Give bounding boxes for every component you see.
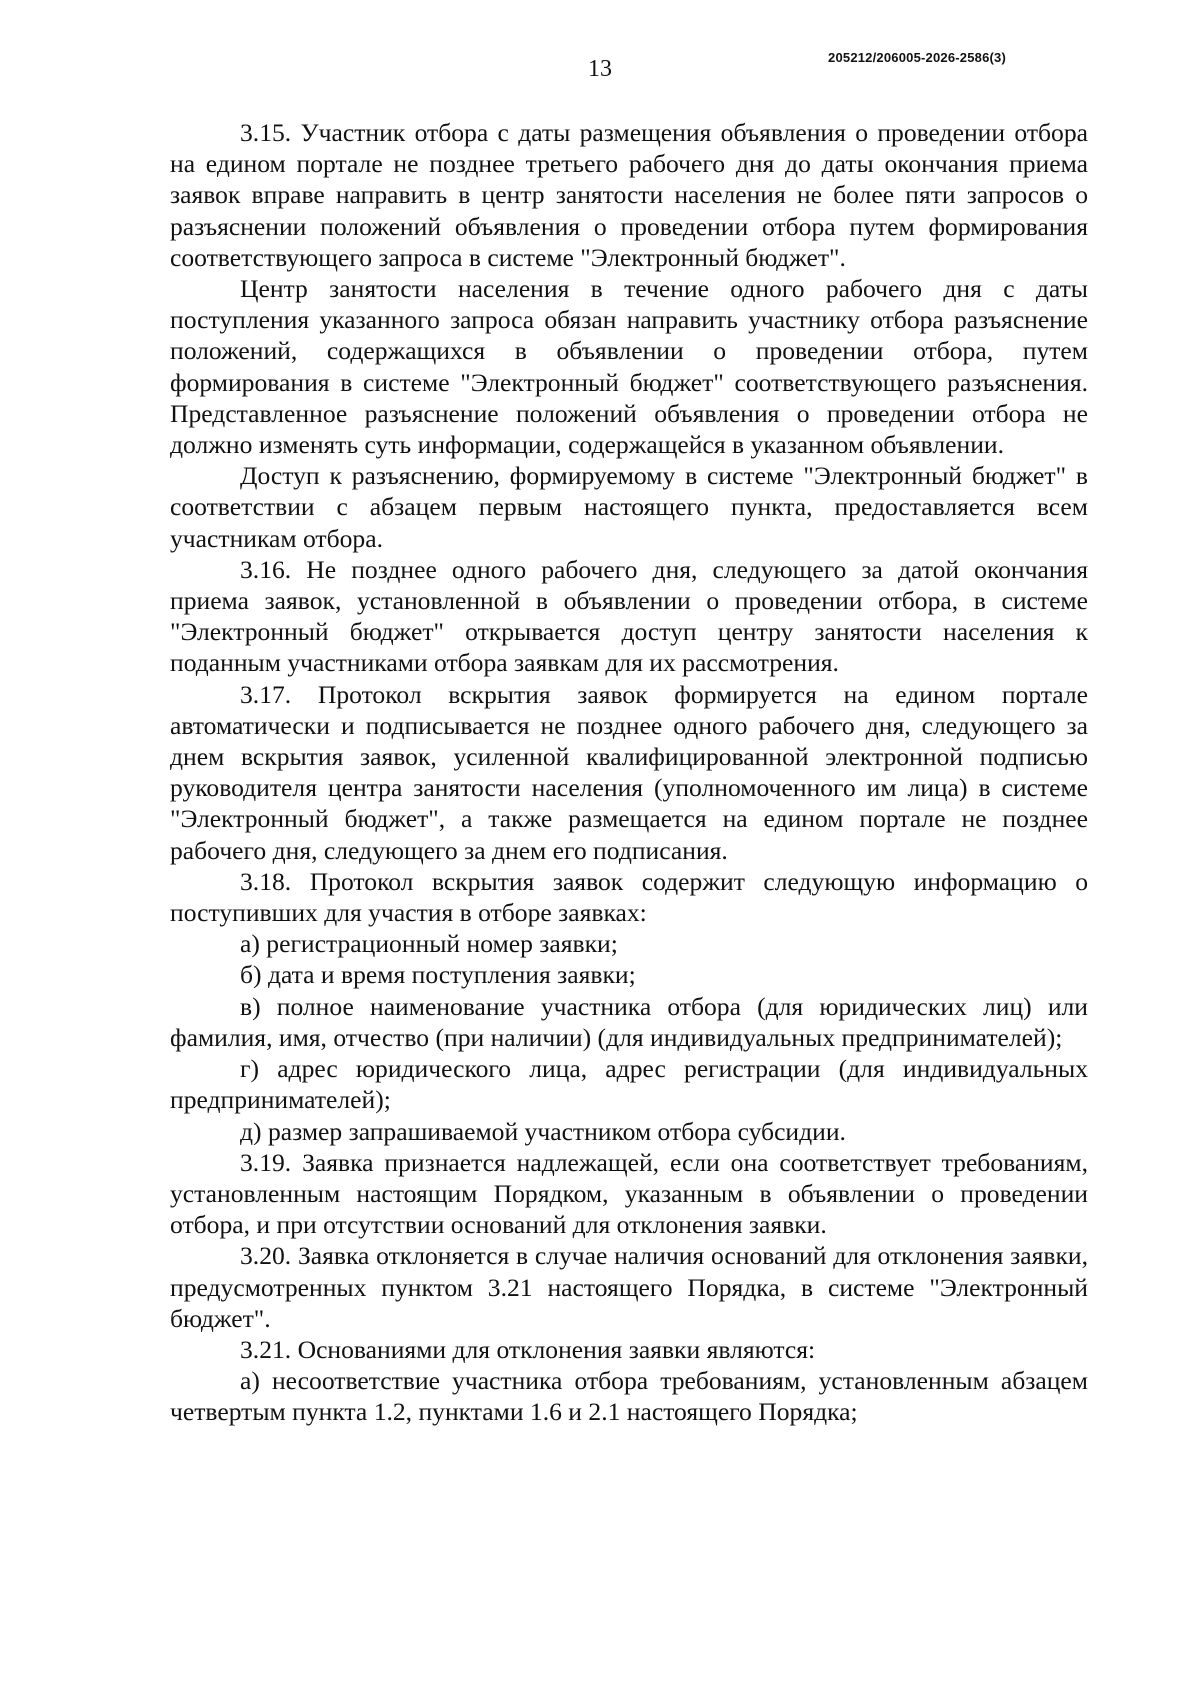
paragraph-3-21: 3.21. Основаниями для отклонения заявки являются: — [240, 1334, 816, 1364]
document-body — [170, 117, 1088, 1428]
list-item-g: г) адрес юридического лица, адрес регистрации (для индивидуальных предпринимателей); — [170, 1054, 1088, 1115]
page-number: 13 — [588, 56, 612, 82]
paragraph-3-15: 3.15. Участник отбора с даты размещения объявления о проведении отбора на едином портале не позднее третьего рабочего дня до даты окончания приема заявок вправе направить в центр занятости населения не более пяти запросов о разъяснении положений объявления о проведении отбора путем формирования соответствующего запроса в системе "Электронный бюджет". — [170, 118, 1088, 272]
paragraph-3-18: 3.18. Протокол вскрытия заявок содержит следующую информацию о поступивших для участия в отборе заявках: — [170, 866, 1088, 928]
paragraph-3-16: 3.16. Не позднее одного рабочего дня, следующего за датой окончания приема заявок, установленной в объявлении о проведении отбора, в системе "Электронный бюджет" открывается доступ центру занятости населения к поданным участниками отбора заявкам для их рассмотрения. — [170, 554, 1088, 678]
list-item-d: д) размер запрашиваемой участником отбора субсидии. — [240, 1116, 846, 1146]
paragraph-clarification: Центр занятости населения в течение одного рабочего дня с даты поступления указанного запроса обязан направить участнику отбора разъяснение положений, содержащихся в объявлении о проведении отбора, путем формирования в системе "Электронный бюджет" соответствующего разъяснения. Представленное разъяснение положений объявления о проведении отбора не должно изменять суть информации, содержащейся в указанном объявлении. — [170, 274, 1088, 460]
document-code: 205212/206005-2026-2586(3) — [828, 50, 1006, 65]
paragraph-access: Доступ к разъяснению, формируемому в системе "Электронный бюджет" в соответствии с абзацем первым настоящего пункта, предоставляется всем участникам отбора. — [170, 461, 1088, 553]
list-item-v: в) полное наименование участника отбора (для юридических лиц) или фамилия, имя, отчество (при наличии) (для индивидуальных предпринимателей); — [170, 991, 1088, 1052]
paragraph-3-20: 3.20. Заявка отклоняется в случае наличия оснований для отклонения заявки, предусмотренных пунктом 3.21 настоящего Порядка, в системе "Электронный бюджет". — [170, 1241, 1088, 1333]
list-item-a: а) регистрационный номер заявки; — [240, 929, 618, 959]
list-item-b: б) дата и время поступления заявки; — [240, 960, 636, 990]
paragraph-3-19: 3.19. Заявка признается надлежащей, если она соответствует требованиям, установленным настоящим Порядком, указанным в объявлении о проведении отбора, и при отсутствии оснований для отклонения заявки. — [170, 1147, 1088, 1240]
paragraph-3-17: 3.17. Протокол вскрытия заявок формируется на едином портале автоматически и подписывается не позднее одного рабочего дня, следующего за днем вскрытия заявок, усиленной квалифицированной электронной подписью руководителя центра занятости населения (уполномоченного им лица) в системе "Электронный бюджет", а также размещается на едином портале не позднее рабочего дня, следующего за днем его подписания. — [170, 679, 1088, 865]
list-item-a-grounds: а) несоответствие участника отбора требованиям, установленным абзацем четвертым пункта 1.2, пунктами 1.6 и 2.1 настоящего Порядка; — [170, 1366, 1088, 1427]
